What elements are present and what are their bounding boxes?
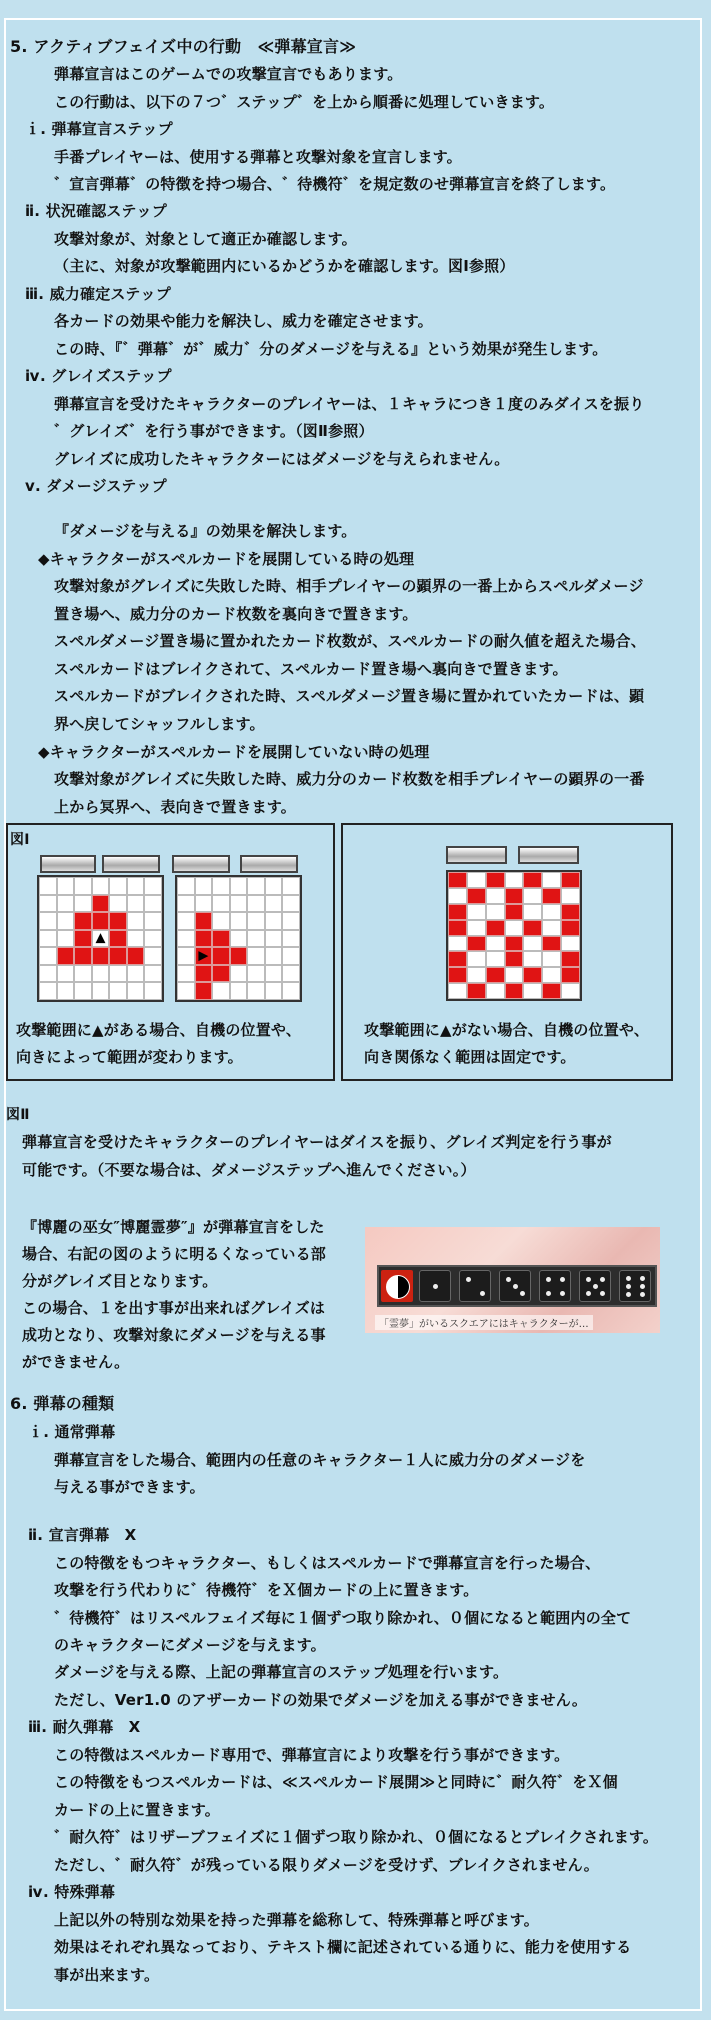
grid-cell	[144, 930, 162, 948]
section6-heading: 6. 弾幕の種類	[10, 1394, 115, 1413]
grid-cell	[212, 930, 230, 948]
dice-strip	[377, 1265, 657, 1307]
grid-cell	[195, 947, 213, 965]
grid-cell	[57, 877, 75, 895]
grid-cell	[74, 895, 92, 913]
type-text: この特徴をもつキャラクター、もしくはスペルカードで弾幕宣言を行った場合、	[54, 1554, 601, 1572]
grid-cell	[39, 930, 57, 948]
grid-cell	[523, 888, 542, 904]
grid-cell	[57, 895, 75, 913]
grid-cell	[467, 983, 486, 999]
grid-cell	[561, 936, 580, 952]
grid-cell	[109, 877, 127, 895]
grid-cell	[177, 877, 195, 895]
dice-face-icon	[459, 1270, 491, 1302]
grid-cell	[505, 983, 524, 999]
grid-cell	[74, 877, 92, 895]
grid-cell	[57, 947, 75, 965]
figure1-caption: 向き関係なく範囲は固定です。	[364, 1048, 576, 1066]
grid-cell	[265, 895, 283, 913]
section5-heading: 5. アクティブフェイズ中の行動 ≪弾幕宣言≫	[10, 37, 357, 56]
type-title: ｉ. 通常弾幕	[28, 1423, 116, 1441]
grid-cell	[265, 912, 283, 930]
figure1-label: 図Ⅰ	[10, 832, 30, 848]
figure2-paragraph: ができません。	[22, 1353, 130, 1371]
grid-cell	[127, 912, 145, 930]
grid-cell	[467, 904, 486, 920]
grid-cell	[561, 967, 580, 983]
figure1-caption: 攻撃範囲に▲がある場合、自機の位置や、	[16, 1021, 302, 1039]
grid-cell	[230, 912, 248, 930]
grid-cell	[195, 877, 213, 895]
grid-cell	[92, 982, 110, 1000]
grid-cell	[109, 912, 127, 930]
grid-cell	[561, 951, 580, 967]
grid-cell	[282, 947, 300, 965]
grid-cell	[57, 912, 75, 930]
grid-cell	[230, 877, 248, 895]
grid-cell	[448, 888, 467, 904]
grid-cell	[230, 895, 248, 913]
dice-face-icon	[419, 1270, 451, 1302]
case-text: スペルダメージ置き場に置かれたカード枚数が、スペルカードの耐久値を超えた場合、	[54, 632, 646, 650]
tab-bar	[240, 855, 298, 873]
figure1-caption: 向きによって範囲が変わります。	[16, 1048, 243, 1066]
grid-cell	[542, 872, 561, 888]
grid-cell	[542, 888, 561, 904]
grid-cell	[523, 904, 542, 920]
grid-cell	[523, 951, 542, 967]
grid-cell	[542, 967, 561, 983]
grid-cell	[448, 936, 467, 952]
grid-cell	[39, 947, 57, 965]
type-text: ゛耐久符゛はリザーブフェイズに１個ずつ取り除かれ、０個になるとブレイクされます。	[54, 1828, 659, 1846]
grid-cell	[127, 877, 145, 895]
grid-cell	[448, 951, 467, 967]
grid-cell	[265, 930, 283, 948]
step-text: ゛宣言弾幕゛の特徴を持つ場合、゛待機符゛を規定数のせ弾幕宣言を終了します。	[54, 175, 616, 193]
grid-cell	[177, 912, 195, 930]
grid-cell	[57, 930, 75, 948]
grid-cell	[230, 930, 248, 948]
grid-cell	[74, 930, 92, 948]
grid-cell	[127, 965, 145, 983]
figure2-label: 図Ⅱ	[6, 1107, 30, 1123]
type-text: 事が出来ます。	[54, 1966, 160, 1984]
grid-cell	[144, 895, 162, 913]
grid-cell	[265, 947, 283, 965]
case-text: 攻撃対象がグレイズに失敗した時、威力分のカード枚数を相手プレイヤーの顕界の一番	[54, 770, 645, 788]
grid-cell	[467, 936, 486, 952]
case-text: 置き場へ、威力分のカード枚数を裏向きで置きます。	[54, 605, 418, 623]
dice-face-icon	[539, 1270, 571, 1302]
grid-cell	[247, 877, 265, 895]
grid-cell	[230, 982, 248, 1000]
grid-cell	[177, 930, 195, 948]
type-text: 上記以外の特別な効果を持った弾幕を総称して、特殊弾幕と呼びます。	[54, 1911, 539, 1929]
attack-range-grid-up	[37, 875, 164, 1002]
grid-cell	[127, 930, 145, 948]
grid-cell	[486, 872, 505, 888]
grid-cell	[486, 888, 505, 904]
grid-cell	[265, 982, 283, 1000]
type-text: のキャラクターにダメージを与えます。	[54, 1636, 326, 1654]
attack-range-grid-right	[175, 875, 302, 1002]
grid-cell	[39, 877, 57, 895]
tab-bar	[102, 855, 160, 873]
grid-cell	[39, 965, 57, 983]
grid-cell	[92, 965, 110, 983]
grid-cell	[542, 920, 561, 936]
grid-cell	[505, 888, 524, 904]
grid-cell	[177, 947, 195, 965]
tab-bar	[446, 846, 507, 864]
screenshot-caption: 「霊夢」がいるスクエアにはキャラクターが…	[375, 1315, 593, 1330]
grid-cell	[523, 936, 542, 952]
grid-cell	[74, 912, 92, 930]
grid-cell	[144, 982, 162, 1000]
grid-cell	[282, 877, 300, 895]
dice-face-icon	[499, 1270, 531, 1302]
grid-cell	[486, 936, 505, 952]
section5-intro: 弾幕宣言はこのゲームでの攻撃宣言でもあります。	[54, 65, 403, 83]
figure2-paragraph: 成功となり、攻撃対象にダメージを与える事	[22, 1326, 326, 1344]
grid-cell	[177, 965, 195, 983]
figure2-paragraph: 『博麗の巫女″博麗霊夢″』が弾幕宣言をした	[22, 1218, 325, 1236]
self-marker-up-icon: ▲	[95, 930, 106, 946]
grid-cell	[247, 965, 265, 983]
type-text: 与える事ができます。	[54, 1478, 205, 1496]
tab-bar	[518, 846, 579, 864]
grid-cell	[92, 877, 110, 895]
case-text: 攻撃対象がグレイズに失敗した時、相手プレイヤーの顕界の一番上からスペルダメージ	[54, 577, 644, 595]
grid-cell	[247, 912, 265, 930]
grid-cell	[542, 904, 561, 920]
type-text: ダメージを与える際、上記の弾幕宣言のステップ処理を行います。	[54, 1663, 509, 1681]
grid-cell	[74, 982, 92, 1000]
step-text: 『ダメージを与える』の効果を解決します。	[54, 522, 357, 540]
step-title: ｉ. 弾幕宣言ステップ	[25, 120, 173, 138]
grid-cell	[486, 904, 505, 920]
self-marker-right-icon: ▶	[198, 948, 209, 964]
tab-bar	[172, 855, 230, 873]
grid-cell	[561, 920, 580, 936]
grid-cell	[523, 983, 542, 999]
grid-cell	[109, 947, 127, 965]
grid-cell	[561, 872, 580, 888]
grid-cell	[195, 965, 213, 983]
grid-cell	[542, 951, 561, 967]
case-text: 界へ戻してシャッフルします。	[54, 715, 265, 733]
grid-cell	[109, 965, 127, 983]
grid-cell	[265, 877, 283, 895]
type-text: 攻撃を行う代わりに゛待機符゛をＸ個カードの上に置きます。	[54, 1581, 479, 1599]
grid-cell	[144, 947, 162, 965]
grid-cell	[212, 877, 230, 895]
grid-cell	[561, 904, 580, 920]
grid-cell	[74, 965, 92, 983]
grid-cell	[195, 982, 213, 1000]
grid-cell	[92, 930, 110, 948]
tab-bar	[40, 855, 96, 873]
grid-cell	[109, 930, 127, 948]
step-text: ゛グレイズ゛を行う事ができます。（図Ⅱ参照）	[54, 422, 374, 440]
grid-cell	[109, 982, 127, 1000]
type-text: 弾幕宣言をした場合、範囲内の任意のキャラクター１人に威力分のダメージを	[54, 1451, 586, 1469]
grid-cell	[486, 967, 505, 983]
grid-cell	[212, 982, 230, 1000]
grid-cell	[230, 965, 248, 983]
grid-cell	[448, 920, 467, 936]
figure2-text: 可能です。（不要な場合は、ダメージステップへ進んでください。）	[22, 1161, 476, 1179]
grid-cell	[195, 912, 213, 930]
grid-cell	[505, 872, 524, 888]
grid-cell	[467, 920, 486, 936]
step-text: 各カードの効果や能力を解決し、威力を確定させます。	[54, 312, 433, 330]
grid-cell	[247, 895, 265, 913]
grid-cell	[505, 904, 524, 920]
grid-cell	[144, 912, 162, 930]
step-text: 弾幕宣言を受けたキャラクターのプレイヤーは、１キャラにつき１度のみダイスを振り	[54, 395, 645, 413]
grid-cell	[542, 983, 561, 999]
dice-face-icon	[579, 1270, 611, 1302]
case-text: スペルカードがブレイクされた時、スペルダメージ置き場に置かれていたカードは、顕	[54, 687, 645, 705]
grid-cell	[57, 965, 75, 983]
grid-cell	[109, 895, 127, 913]
step-text: 手番プレイヤーは、使用する弾幕と攻撃対象を宣言します。	[54, 148, 462, 166]
grid-cell	[448, 983, 467, 999]
grid-cell	[195, 895, 213, 913]
type-text: ゛待機符゛はリスペルフェイズ毎に１個ずつ取り除かれ、０個になると範囲内の全て	[54, 1609, 632, 1627]
grid-cell	[561, 888, 580, 904]
type-title: ⅲ. 耐久弾幕 X	[28, 1718, 141, 1736]
grid-cell	[486, 951, 505, 967]
grid-cell	[127, 947, 145, 965]
grid-cell	[195, 930, 213, 948]
grid-cell	[247, 947, 265, 965]
case-title: ◆キャラクターがスペルカードを展開している時の処理	[38, 550, 415, 568]
grid-cell	[467, 888, 486, 904]
type-text: この特徴はスペルカード専用で、弾幕宣言により攻撃を行う事ができます。	[54, 1746, 570, 1764]
step-text: この時、『゛弾幕゛が゛威力゛分のダメージを与える』という効果が発生します。	[54, 340, 608, 358]
grid-cell	[448, 904, 467, 920]
type-text: カードの上に置きます。	[54, 1801, 221, 1819]
grid-cell	[523, 967, 542, 983]
grid-cell	[212, 947, 230, 965]
grid-cell	[247, 982, 265, 1000]
dice-face-icon	[619, 1270, 651, 1302]
grid-cell	[282, 982, 300, 1000]
grid-cell	[247, 930, 265, 948]
grid-cell	[282, 965, 300, 983]
type-text: ただし、Ver1.0 のアザーカードの効果でダメージを加える事ができません。	[54, 1691, 588, 1709]
figure2-text: 弾幕宣言を受けたキャラクターのプレイヤーはダイスを振り、グレイズ判定を行う事が	[22, 1133, 612, 1151]
step-title: ⅱ. 状況確認ステップ	[25, 202, 167, 220]
grid-cell	[57, 982, 75, 1000]
grid-cell	[212, 895, 230, 913]
step-title: ⅴ. ダメージステップ	[25, 477, 167, 495]
grid-cell	[127, 982, 145, 1000]
grid-cell	[561, 983, 580, 999]
grid-cell	[523, 920, 542, 936]
case-text: スペルカードはブレイクされて、スペルカード置き場へ裏向きで置きます。	[54, 660, 568, 678]
grid-cell	[486, 920, 505, 936]
step-title: ⅲ. 威力確定ステップ	[25, 285, 171, 303]
grid-cell	[39, 912, 57, 930]
grid-cell	[467, 872, 486, 888]
type-text: ただし、゛耐久符゛が残っている限りダメージを受けず、ブレイクされません。	[54, 1856, 599, 1874]
grid-cell	[282, 912, 300, 930]
grid-cell	[230, 947, 248, 965]
grid-cell	[467, 967, 486, 983]
type-text: 効果はそれぞれ異なっており、テキスト欄に記述されている通りに、能力を使用する	[54, 1938, 632, 1956]
grid-cell	[523, 872, 542, 888]
grid-cell	[505, 951, 524, 967]
case-text: 上から冥界へ、表向きで置きます。	[54, 798, 297, 816]
step-text: （主に、対象が攻撃範囲内にいるかどうかを確認します。図Ⅰ参照）	[54, 257, 515, 275]
grid-cell	[92, 947, 110, 965]
figure2-paragraph: 場合、右記の図のように明るくなっている部	[22, 1245, 327, 1263]
grid-cell	[505, 967, 524, 983]
grid-cell	[542, 936, 561, 952]
section5-intro: この行動は、以下の７つ゛ステップ゛を上から順番に処理していきます。	[54, 93, 555, 111]
type-title: ⅳ. 特殊弾幕	[28, 1883, 116, 1901]
grid-cell	[282, 895, 300, 913]
grid-cell	[177, 895, 195, 913]
grid-cell	[467, 951, 486, 967]
grid-cell	[212, 965, 230, 983]
grid-cell	[282, 930, 300, 948]
grid-cell	[448, 967, 467, 983]
step-text: グレイズに成功したキャラクターにはダメージを与えられません。	[54, 450, 510, 468]
step-title: ⅳ. グレイズステップ	[25, 367, 172, 385]
grid-cell	[212, 912, 230, 930]
type-text: この特徴をもつスペルカードは、≪スペルカード展開≫と同時に゛耐久符゛をＸ個	[54, 1773, 618, 1791]
grid-cell	[39, 982, 57, 1000]
grid-cell	[448, 872, 467, 888]
grid-cell	[127, 895, 145, 913]
yin-yang-icon	[381, 1270, 413, 1302]
grid-cell	[92, 895, 110, 913]
grid-cell	[144, 877, 162, 895]
grid-cell	[39, 895, 57, 913]
grid-cell	[177, 982, 195, 1000]
figure1-caption: 攻撃範囲に▲がない場合、自機の位置や、	[364, 1021, 650, 1039]
figure2-paragraph: この場合、１を出す事が出来ればグレイズは	[22, 1299, 326, 1317]
figure2-paragraph: 分がグレイズ目となります。	[22, 1272, 218, 1290]
type-title: ⅱ. 宣言弾幕 X	[28, 1526, 137, 1544]
case-title: ◆キャラクターがスペルカードを展開していない時の処理	[38, 743, 430, 761]
grid-cell	[92, 912, 110, 930]
grid-cell	[74, 947, 92, 965]
step-text: 攻撃対象が、対象として適正か確認します。	[54, 230, 357, 248]
graze-dice-screenshot	[365, 1227, 660, 1333]
attack-range-grid-fixed	[446, 870, 582, 1001]
grid-cell	[265, 965, 283, 983]
grid-cell	[505, 920, 524, 936]
grid-cell	[486, 983, 505, 999]
grid-cell	[144, 965, 162, 983]
grid-cell	[505, 936, 524, 952]
